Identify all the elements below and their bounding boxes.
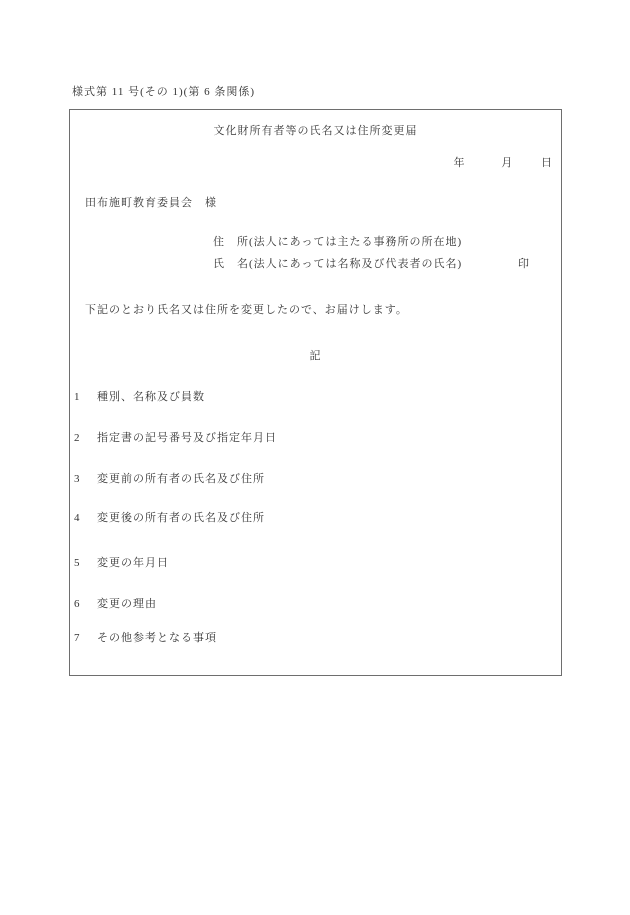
- seal-mark: 印: [518, 258, 530, 270]
- month-label: 月: [501, 157, 514, 169]
- record-heading: 記: [309, 350, 322, 362]
- item-number: 2: [74, 432, 80, 444]
- item-label: 指定書の記号番号及び指定年月日: [97, 432, 277, 444]
- list-item: [74, 473, 265, 486]
- form-number: 様式第 11 号(その 1)(第 6 条関係): [72, 86, 255, 98]
- list-item: [74, 557, 169, 570]
- item-label: その他参考となる事項: [97, 632, 217, 644]
- list-item: [74, 432, 277, 445]
- item-number: 3: [74, 473, 80, 485]
- list-item: [74, 512, 265, 525]
- item-number: 4: [74, 512, 80, 524]
- item-label: 変更の年月日: [97, 557, 169, 569]
- address-line: 住 所(法人にあっては主たる事務所の所在地): [213, 236, 463, 248]
- item-label: 変更前の所有者の氏名及び住所: [97, 473, 265, 485]
- items-list: [70, 110, 561, 675]
- year-label: 年: [453, 157, 466, 169]
- form-title: 文化財所有者等の氏名又は住所変更届: [213, 125, 418, 137]
- item-label: 種別、名称及び員数: [97, 391, 205, 403]
- item-number: 6: [74, 598, 80, 610]
- name-line: 氏 名(法人にあっては名称及び代表者の氏名): [213, 258, 463, 270]
- list-item: [74, 598, 157, 611]
- form-frame: [69, 109, 562, 676]
- list-item: [74, 391, 205, 404]
- item-label: 変更後の所有者の氏名及び住所: [97, 512, 265, 524]
- addressee: 田布施町教育委員会 様: [85, 197, 217, 209]
- item-label: 変更の理由: [97, 598, 157, 610]
- list-item: [74, 632, 217, 645]
- item-number: 1: [74, 391, 80, 403]
- body-text: 下記のとおり氏名又は住所を変更したので、お届けします。: [85, 304, 408, 316]
- item-number: 5: [74, 557, 80, 569]
- item-number: 7: [74, 632, 80, 644]
- day-label: 日: [541, 157, 553, 169]
